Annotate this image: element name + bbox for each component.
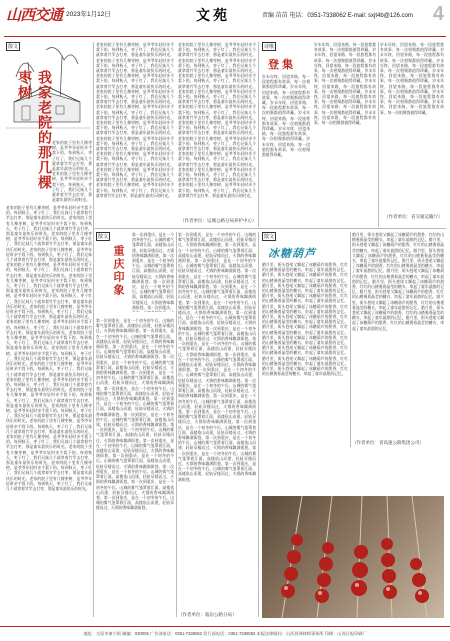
header-rule — [4, 36, 446, 37]
candied-haws-image — [262, 496, 444, 618]
article-3-column: 岁末年终，回望来路，每一段旅程都有故事，每一次相聚都值得珍藏。岁末年终，回望来路，每一段旅程都有故事，每一次相聚都值得珍藏。岁末年终，回望来路，每一段旅程都有故事，每一次相聚都值得珍藏。岁末年终，回望来路，每一段旅程都有故事，每一次相聚都值得珍藏。岁末年终，回望来路，每一段旅程都有故事，每一次相聚都值得珍藏。岁末年终，回望来路，每一段旅程都有故事，每一次相聚都值得珍藏。 — [262, 74, 310, 158]
article-3-column: 岁末年终，回望来路，每一段旅程都有故事，每一次相聚都值得珍藏。岁末年终，回望来路，每一段旅程都有故事，每一次相聚都值得珍藏。岁末年终，回望来路，每一段旅程都有故事，每一次相聚都值得珍藏。岁末年终，回望来路，每一段旅程都有故事，每一次相聚都值得珍藏。岁末年终，回望来路，每一段旅程都有故事，每一次相聚都值得珍藏。岁末年终，回望来路，每一段旅程都有故事，每一次相聚都值得珍藏。岁末年终，回望来路，每一段旅程都有故事，每一次相聚都值得珍藏。岁末年终，回望来路，每一段旅程都有故事，每一次相聚都值得珍藏。 — [314, 42, 376, 126]
masthead: 山西交通 — [6, 6, 63, 24]
column-divider — [176, 232, 177, 617]
article-1-column: 老家的院子里有几棵枣树，是爷爷年轻时亲手栽下的。每到秋天，枣子红了，我们兄妹几个就拿着竹竿去打枣，那是童年最快乐的时光。老家的院子里有几棵枣树，是爷爷年轻时亲手栽下的。每到秋天，枣子红了，我们兄妹几个就拿着竹竿去打枣，那是童年最快乐的时光。老家的院子里有几棵枣树，是爷爷年轻时亲手栽下的。每到秋天，枣子红了，我们兄妹几个就拿着竹竿去打枣，那是童年最快乐的时光。老家的院子里有几棵枣树，是爷爷年轻时亲手栽下的。每到秋天，枣子红了，我们兄妹几个就拿着竹竿去打枣，那是童年最快乐的时光。老家的院子里有几棵枣树，是爷爷年轻时亲手栽下的。每到秋天，枣子红了，我们兄妹几个就拿着竹竿去打枣，那是童年最快乐的时光。老家的院子里有几棵枣树，是爷爷年轻时亲手栽下的。每到秋天，枣子红了，我们兄妹几个就拿着竹竿去打枣，那是童年最快乐的时光。老家的院子里有几棵枣树，是爷爷年轻时亲手栽下的。每到秋天，枣子红了，我们兄妹几个就拿着竹竿去打枣，那是童年最快乐的时光。老家的院子里有几棵枣树，是爷爷年轻时亲手栽下的。每到秋天，枣子红了，我们兄妹几个就拿着竹竿去打枣，那是童年最快乐的时光。老家的院子里有几棵枣树，是爷爷年轻时亲手栽下的。每到秋天，枣子红了，我们兄妹几个就拿着竹竿去打枣，那是童年最快乐的时光。老家的院子里有几棵枣树，是爷爷年轻时亲手栽下的。每到秋天，枣子红了，我们兄妹几个就拿着竹竿去打枣，那是童年最快乐的时光。老家的院子里有几棵枣树，是爷爷年轻时亲手栽下的。每到秋天，枣子红了，我们兄妹几个就拿着竹竿去打枣，那是童年最快乐的时光。老家的院子里有几棵枣树，是爷爷年轻时亲手栽下的。每到秋天，枣子红了，我们兄妹几个就拿着竹竿去打枣，那是童年最快乐的时光。老家的院子里有几棵枣树，是爷爷年轻时亲手栽下的。每到秋天，枣子红了，我们兄妹几个就拿着竹竿去打枣，那是童年最快乐的时光。老家的院子里有几棵枣树，是爷爷年轻时亲手栽下的。每到秋天，枣子红了，我们兄妹几个就拿着竹竿去打枣，那是童年最快乐的时光。老家的院子里有几棵枣树，是爷爷年轻时亲手栽下的。每到秋天，枣子红了，我们兄妹几个就拿着竹竿去打枣，那是童年最快乐的时光。老家的院子里有几棵枣树，是爷爷年轻时亲手栽下的。每到秋天，枣子红了，我们兄妹几个就拿着竹竿去打枣，那是童年最快乐的时光。老家的院子里有几棵枣树，是爷爷年轻时亲手栽下的。每到秋天，枣子红了，我们兄妹几个就拿着竹竿去打枣，那是童年最快乐的时光。老家的院子里有几棵枣树，是爷爷年轻时亲手栽下的。每到秋天，枣子红了，我们兄妹几个就拿着竹竿去打枣，那是童年最快乐的时光。老家的院子里有几棵枣树，是爷爷年轻时亲手栽下的。每到秋天，枣子红了，我们兄妹几个就拿着竹竿去打枣，那是童年最快乐的时光。老家的院子里有几棵枣树，是爷爷年轻时亲手栽下的。每到秋天，枣子红了，我们兄妹几个就拿着竹竿去打枣，那是童年最快乐的时光。 — [6, 205, 92, 491]
article-1-tag: 散文 — [8, 44, 19, 50]
issue-date: 2023年1月12日 — [66, 11, 111, 18]
page-number: 4 — [432, 3, 444, 25]
article-3-column: 岁末年终，回望来路，每一段旅程都有故事，每一次相聚都值得珍藏。岁末年终，回望来路，每一段旅程都有故事，每一次相聚都值得珍藏。岁末年终，回望来路，每一段旅程都有故事，每一次相聚都值得珍藏。岁末年终，回望来路，每一段旅程都有故事，每一次相聚都值得珍藏。岁末年终，回望来路，每一段旅程都有故事，每一次相聚都值得珍藏。岁末年终，回望来路，每一段旅程都有故事，每一次相聚都值得珍藏。岁末年终，回望来路，每一段旅程都有故事，每一次相聚都值得珍藏。 — [380, 42, 444, 115]
column-divider — [258, 232, 259, 617]
article-2-column: 第一次到重庆，是在一个初冬的午后。山城的雾气笼罩着江面，高楼依山而建，轻轨穿楼而过，火锅的香味飘满街巷。第一次到重庆，是在一个初冬的午后。山城的雾气笼罩着江面，高楼依山而建，轻轨穿楼而过，火锅的香味飘满街巷。第一次到重庆，是在一个初冬的午后。山城的雾气笼罩着江面，高楼依山而建，轻轨穿楼而过，火锅的香味飘满街巷。第一次到重庆， — [132, 232, 174, 310]
column-divider — [258, 42, 259, 227]
editor-info: 责编 苗苗 电话：0351-7338062 E-mail: sxjt4b@126.com — [262, 13, 413, 19]
article-3-tag: 诗歌 — [264, 44, 275, 50]
column-divider — [350, 232, 351, 447]
candied-haws-photo — [262, 496, 444, 618]
article-2-title: 重庆印象 — [112, 245, 125, 297]
article-2-tag: 散文 — [98, 234, 109, 240]
article-2-column: 第一次到重庆，是在一个初冬的午后。山城的雾气笼罩着江面，高楼依山而建，轻轨穿楼而过，火锅的香味飘满街巷。第一次到重庆，是在一个初冬的午后。山城的雾气笼罩着江面，高楼依山而建，轻轨穿楼而过，火锅的香味飘满街巷。第一次到重庆，是在一个初冬的午后。山城的雾气笼罩着江面，高楼依山而建，轻轨穿楼而过，火锅的香味飘满街巷。第一次到重庆，是在一个初冬的午后。山城的雾气笼罩着江面，高楼依山而建，轻轨穿楼而过，火锅的香味飘满街巷。第一次到重庆，是在一个初冬的午后。山城的雾气笼罩着江面，高楼依山而建，轻轨穿楼而过，火锅的香味飘满街巷。第一次到重庆，是在一个初冬的午后。山城的雾气笼罩着江面，高楼依山而建，轻轨穿楼而过，火锅的香味飘满街巷。第一次到重庆，是在一个初冬的午后。山城的雾气笼罩着江面，高楼依山而建，轻轨穿楼而过，火锅的香味飘满街巷。第一次到重庆，是在一个初冬的午后。山城的雾气笼罩着江面，高楼依山而建，轻轨穿楼而过，火锅的香味飘满街巷。第一次到重庆，是在一个初冬的午后。山城的雾气笼罩着江面，高楼依山而建，轻轨穿楼而过，火锅的香味飘满街巷。第一次到重庆，是在一个初冬的午后。山城的雾气笼罩着江面，高楼依山而建，轻轨穿楼而过，火锅的香味飘满街巷。第一次到重庆，是在一个初冬的午后。山城的雾气笼罩着江面，高楼依山而建，轻轨穿楼而过，火锅的香味飘满街巷。第一次到重庆，是在一个初冬的午后。山城的雾气笼罩着江面，高楼依山而建，轻轨穿楼而过，火锅的香味飘满街巷。第一次到重庆，是在一个初冬的午后。山城的雾气笼罩着江面，高楼依山而建，轻轨穿楼而过，火锅的香味飘满街巷。第一次到重庆，是在一个初冬的午后。山城的雾气笼罩着江面，高楼依山而建，轻轨穿楼而过，火锅的香味飘满街巷。第一次到重庆，是在一个初冬的午后。山城的雾气笼罩着江面，高楼依山而建，轻轨穿楼而过，火锅的香味飘满街巷。第一次到重庆，是在一个初冬的午后。山城的雾气笼罩着江面，高楼依山而建，轻轨穿楼而过，火锅的香味飘满街巷。第一次到重庆，是在一个初冬的午后。山城的雾气笼罩着江面，高楼依山而建，轻轨穿楼而过，火锅的香味飘满街巷。第一次到重庆，是在一个初冬的午后。山城的雾气笼罩着江面，高楼依山而建，轻轨穿楼而过，火锅的香味飘满街巷。 — [178, 232, 256, 482]
article-3-byline: （作者单位：省交通运输厅） — [384, 214, 443, 219]
article-4-title: 冰糖葫芦 — [268, 247, 316, 260]
article-2-column: 第一次到重庆，是在一个初冬的午后。山城的雾气笼罩着江面，高楼依山而建，轻轨穿楼而过，火锅的香味飘满街巷。第一次到重庆，是在一个初冬的午后。山城的雾气笼罩着江面，高楼依山而建，轻轨穿楼而过，火锅的香味飘满街巷。第一次到重庆，是在一个初冬的午后。山城的雾气笼罩着江面，高楼依山而建，轻轨穿楼而过，火锅的香味飘满街巷。第一次到重庆，是在一个初冬的午后。山城的雾气笼罩着江面，高楼依山而建，轻轨穿楼而过，火锅的香味飘满街巷。第一次到重庆，是在一个初冬的午后。山城的雾气笼罩着江面，高楼依山而建，轻轨穿楼而过，火锅的香味飘满街巷。第一次到重庆，是在一个初冬的午后。山城的雾气笼罩着江面，高楼依山而建，轻轨穿楼而过，火锅的香味飘满街巷。第一次到重庆，是在一个初冬的午后。山城的雾气笼罩着江面，高楼依山而建，轻轨穿楼而过，火锅的香味飘满街巷。第一次到重庆，是在一个初冬的午后。山城的雾气笼罩着江面，高楼依山而建，轻轨穿楼而过，火锅的香味飘满街巷。第一次到重庆，是在一个初冬的午后。山城的雾气笼罩着江面，高楼依山而建，轻轨穿楼而过，火锅的香味飘满街巷。第一次到重庆，是在一个初冬的午后。山城的雾气笼罩着江面，高楼依山而建，轻轨穿楼而过，火锅的香味飘满街巷。第一次到重庆，是在一个初冬的午后。山城的雾气笼罩着江面，高楼依山而建，轻轨穿楼而过，火锅的香味飘满街巷。第一次到重庆，是在一个初冬的午后。山城的雾气笼罩着江面，高楼依山而建，轻轨穿楼而过，火锅的香味飘满街巷。第一次到重庆，是在一个初冬的午后。山城的雾气笼罩着江面，高楼依山而建，轻轨穿楼而过，火锅的香味飘满街巷。第一次到重庆，是在一个初冬的午后。山城的雾气笼罩着江面，高楼依山而建，轻轨穿楼而过，火锅的香味飘满街巷。 — [96, 318, 174, 511]
article-1-column: 老家的院子里有几棵枣树，是爷爷年轻时亲手栽下的。每到秋天，枣子红了，我们兄妹几个就拿着竹竿去打枣，那是童年最快乐的时光。老家的院子里有几棵枣树，是爷爷年轻时亲手栽下的。每到秋天，枣子红了，我们兄妹几个就拿着竹竿去打枣，那是童年最快乐的时光。老家的院子里有几棵枣树，是爷爷年轻时亲手栽下的。每到秋天，枣子红了，我们兄妹几个就拿着竹竿去打枣，那是童年最快乐的时光。老家的院子里有几棵枣树，是爷爷年轻时亲手栽下的。每到秋天，枣子红了，我们兄妹几个就拿着竹竿去打枣，那是童年最快乐的时光。老家的院子里有几棵枣树，是爷爷年轻时亲手栽下的。每到秋天，枣子红了，我们兄妹几个就拿着竹竿去打枣，那是童年最快乐的时光。老家的院子里有几棵枣树，是爷爷年轻时亲手栽下的。每到秋天，枣子红了，我们兄妹几个就拿着竹竿去打枣，那是童年最快乐的时光。老家的院子里有几棵枣树，是爷爷年轻时亲手栽下的。每到秋天，枣子红了，我们兄妹几个就拿着竹竿去打枣，那是童年最快乐的时光。老家的院子里有几棵枣树，是爷爷年轻时亲手栽下的。每到秋天，枣子红了，我们兄妹几个就拿着竹竿去打枣，那是童年最快乐的时光。老家的院子里有几棵枣树，是爷爷年轻时亲手栽下的。每到秋天，枣子红了，我们兄妹几个就拿着竹竿去打枣，那是童年最快乐的时光。老家的院子里有几棵枣树，是爷爷年轻时亲手栽下的。每到秋天，枣子红了，我们兄妹几个就拿着竹竿去打枣，那是童年最快乐的时光。 — [178, 42, 256, 198]
article-1-column: 老家的院子里有几棵枣树，是爷爷年轻时亲手栽下的。每到秋天，枣子红了，我们兄妹几个就拿着竹竿去打枣，那是童年最快乐的时光。老家的院子里有几棵枣树，是爷爷年轻时亲手栽下的。每到秋天，枣子红了，我们兄妹几个就拿着竹竿去打枣，那是童年最快乐的时光。 — [52, 140, 92, 202]
article-4-column: 腊月里，街头巷尾又飘起了冰糖葫芦的甜香，红红的山楂裹着晶莹的糖衣，串起了童年最甜的记忆。腊月里，街头巷尾又飘起了冰糖葫芦的甜香，红红的山楂裹着晶莹的糖衣，串起了童年最甜的记忆。腊月里，街头巷尾又飘起了冰糖葫芦的甜香，红红的山楂裹着晶莹的糖衣，串起了童年最甜的记忆。腊月里，街头巷尾又飘起了冰糖葫芦的甜香，红红的山楂裹着晶莹的糖衣，串起了童年最甜的记忆。腊月里，街头巷尾又飘起了冰糖葫芦的甜香，红红的山楂裹着晶莹的糖衣，串起了童年最甜的记忆。腊月里，街头巷尾又飘起了冰糖葫芦的甜香，红红的山楂裹着晶莹的糖衣，串起了童年最甜的记忆。腊月里，街头巷尾又飘起了冰糖葫芦的甜香，红红的山楂裹着晶莹的糖衣，串起了童年最甜的记忆。腊月里，街头巷尾又飘起了冰糖葫芦的甜香，红红的山楂裹着晶莹的糖衣，串起了童年最甜的记忆。腊月里，街头巷尾又飘起了冰糖葫芦的甜香，红红的山楂裹着晶莹的糖衣，串起了童年最甜的记忆。腊月里，街头巷尾又飘起了冰糖葫芦的甜香，红红的山楂裹着晶莹的糖衣，串起了童年最甜的记忆。 — [352, 232, 444, 331]
article-4-column: 腊月里，街头巷尾又飘起了冰糖葫芦的甜香，红红的山楂裹着晶莹的糖衣，串起了童年最甜的记忆。腊月里，街头巷尾又飘起了冰糖葫芦的甜香，红红的山楂裹着晶莹的糖衣，串起了童年最甜的记忆。腊月里，街头巷尾又飘起了冰糖葫芦的甜香，红红的山楂裹着晶莹的糖衣，串起了童年最甜的记忆。腊月里，街头巷尾又飘起了冰糖葫芦的甜香，红红的山楂裹着晶莹的糖衣，串起了童年最甜的记忆。腊月里，街头巷尾又飘起了冰糖葫芦的甜香，红红的山楂裹着晶莹的糖衣，串起了童年最甜的记忆。腊月里，街头巷尾又飘起了冰糖葫芦的甜香，红红的山楂裹着晶莹的糖衣，串起了童年最甜的记忆。腊月里，街头巷尾又飘起了冰糖葫芦的甜香，红红的山楂裹着晶莹的糖衣，串起了童年最甜的记忆。腊月里，街头巷尾又飘起了冰糖葫芦的甜香，红红的山楂裹着晶莹的糖衣，串起了童年最甜的记忆。腊月里，街头巷尾又飘起了冰糖葫芦的甜香，红红的山楂裹着晶莹的糖衣，串起了童年最甜的记忆。腊月里，街头巷尾又飘起了冰糖葫芦的甜香，红红的山楂裹着晶莹的糖衣，串起了童年最甜的记忆。腊月里，街头巷尾又飘起了冰糖葫芦的甜香，红红的山楂裹着晶莹的糖衣，串起了童年最甜的记忆。 — [262, 262, 348, 377]
page-footer: 地址：太原市康宁街 邮编：030006 广告部电话：0351-7338062 发行部电话：0351-7338063 本报法律顾问：山西晋洲律师事务所 印刷：山西日报印刷厂 — [0, 626, 450, 641]
article-4-tag: 散文 — [264, 234, 275, 240]
article-1-byline: （作者单位：运城公路分局养护中心） — [180, 218, 257, 223]
column-divider — [378, 42, 379, 227]
page-header — [0, 0, 450, 38]
article-2-byline: （作者单位：临汾公路分局） — [178, 612, 237, 617]
article-3-title: 登集 — [268, 58, 296, 71]
column-divider — [93, 42, 94, 617]
article-1-column: 老家的院子里有几棵枣树，是爷爷年轻时亲手栽下的。每到秋天，枣子红了，我们兄妹几个就拿着竹竿去打枣，那是童年最快乐的时光。老家的院子里有几棵枣树，是爷爷年轻时亲手栽下的。每到秋天，枣子红了，我们兄妹几个就拿着竹竿去打枣，那是童年最快乐的时光。老家的院子里有几棵枣树，是爷爷年轻时亲手栽下的。每到秋天，枣子红了，我们兄妹几个就拿着竹竿去打枣，那是童年最快乐的时光。老家的院子里有几棵枣树，是爷爷年轻时亲手栽下的。每到秋天，枣子红了，我们兄妹几个就拿着竹竿去打枣，那是童年最快乐的时光。老家的院子里有几棵枣树，是爷爷年轻时亲手栽下的。每到秋天，枣子红了，我们兄妹几个就拿着竹竿去打枣，那是童年最快乐的时光。老家的院子里有几棵枣树，是爷爷年轻时亲手栽下的。每到秋天，枣子红了，我们兄妹几个就拿着竹竿去打枣，那是童年最快乐的时光。老家的院子里有几棵枣树，是爷爷年轻时亲手栽下的。每到秋天，枣子红了，我们兄妹几个就拿着竹竿去打枣，那是童年最快乐的时光。老家的院子里有几棵枣树，是爷爷年轻时亲手栽下的。每到秋天，枣子红了，我们兄妹几个就拿着竹竿去打枣，那是童年最快乐的时光。老家的院子里有几棵枣树，是爷爷年轻时亲手栽下的。每到秋天，枣子红了，我们兄妹几个就拿着竹竿去打枣，那是童年最快乐的时光。老家的院子里有几棵枣树，是爷爷年轻时亲手栽下的。每到秋天，枣子红了，我们兄妹几个就拿着竹竿去打枣，那是童年最快乐的时光。 — [96, 42, 174, 198]
section-divider — [94, 228, 446, 229]
article-1-title: 我家老院的那几棵枣树 — [16, 70, 52, 190]
section-title: 文苑 — [196, 8, 230, 24]
article-4-byline: （作者单位：省高速公路集团公司） — [352, 440, 424, 445]
